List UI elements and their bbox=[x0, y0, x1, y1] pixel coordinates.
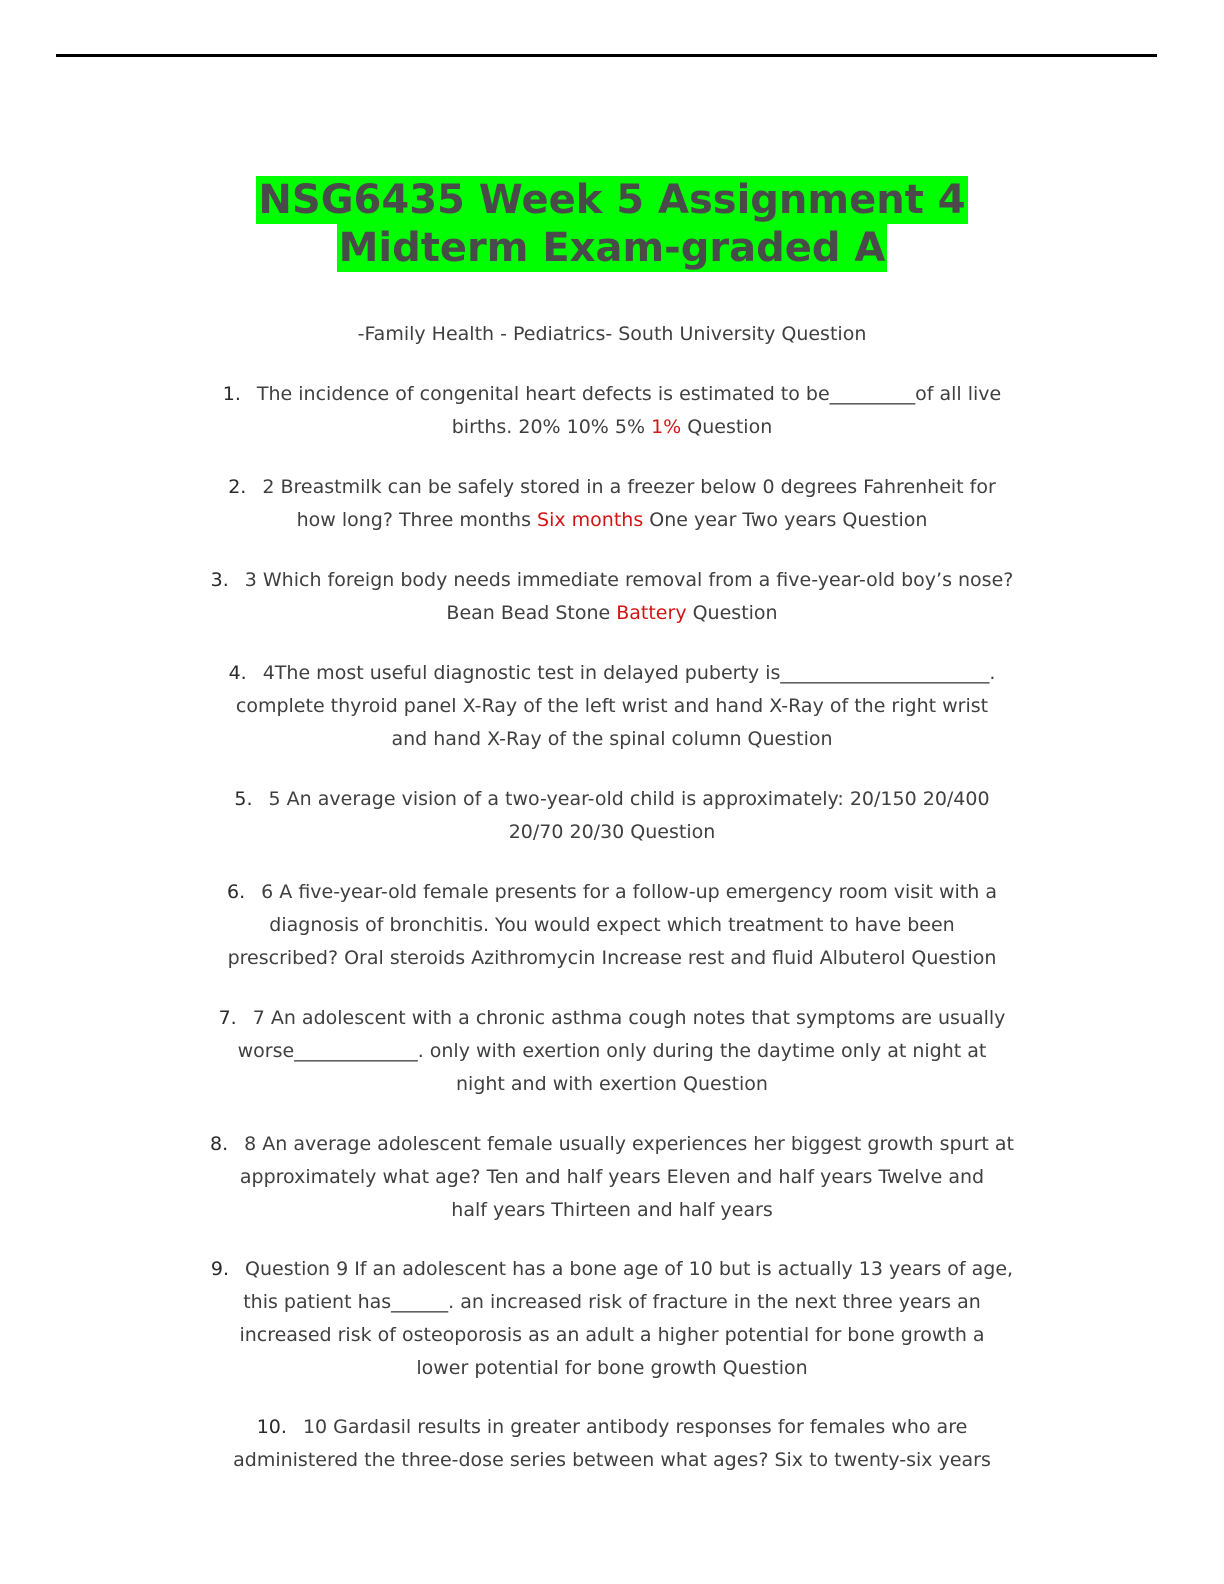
question-number: 10. bbox=[256, 1416, 287, 1438]
question-9 bbox=[0, 1253, 1224, 1385]
question-number: 8. bbox=[210, 1133, 229, 1155]
title-line-2: Midterm Exam-graded A bbox=[338, 225, 886, 271]
correct-answer: Six months bbox=[537, 509, 644, 531]
question-number: 2. bbox=[228, 476, 247, 498]
question-options: births. 20% 10% 5% bbox=[451, 416, 652, 438]
question-text: The incidence of congenital heart defects is estimated to be_________of all live bbox=[256, 383, 1002, 405]
question-options: Question bbox=[686, 602, 778, 624]
top-horizontal-rule bbox=[56, 54, 1157, 57]
question-options: One year Two years Question bbox=[643, 509, 928, 531]
question-options: lower potential for bone growth Question bbox=[416, 1357, 808, 1379]
question-options: how long? Three months bbox=[296, 509, 538, 531]
question-number: 7. bbox=[218, 1007, 237, 1029]
question-5 bbox=[0, 783, 1224, 849]
question-options: Bean Bead Stone bbox=[446, 602, 617, 624]
question-options: increased risk of osteoporosis as an adult a higher potential for bone growth a bbox=[239, 1324, 985, 1346]
question-number: 5. bbox=[234, 788, 253, 810]
question-text: 4The most useful diagnostic test in delayed puberty is______________________. bbox=[262, 662, 996, 684]
correct-answer: 1% bbox=[651, 416, 682, 438]
question-text: 7 An adolescent with a chronic asthma cough notes that symptoms are usually bbox=[252, 1007, 1006, 1029]
question-text: 2 Breastmilk can be safely stored in a freezer below 0 degrees Fahrenheit for bbox=[262, 476, 996, 498]
question-3 bbox=[0, 564, 1224, 630]
question-options: half years Thirteen and half years bbox=[451, 1199, 773, 1221]
question-number: 9. bbox=[210, 1258, 230, 1280]
question-text: diagnosis of bronchitis. You would expect which treatment to have been bbox=[269, 914, 955, 936]
question-text: 3 Which foreign body needs immediate removal from a five-year-old boy’s nose? bbox=[244, 569, 1014, 591]
question-2 bbox=[0, 471, 1224, 537]
question-options: approximately what age? Ten and half years Eleven and half years Twelve and bbox=[239, 1166, 985, 1188]
question-10 bbox=[0, 1411, 1224, 1477]
question-number: 3. bbox=[210, 569, 229, 591]
question-options: night and with exertion Question bbox=[456, 1073, 768, 1095]
document-subtitle: -Family Health - Pediatrics- South University Question bbox=[357, 323, 867, 345]
question-options: 20/70 20/30 Question bbox=[508, 821, 716, 843]
question-options: Question bbox=[681, 416, 773, 438]
question-options: prescribed? Oral steroids Azithromycin Increase rest and fluid Albuterol Question bbox=[227, 947, 997, 969]
question-number: 1. bbox=[222, 383, 241, 405]
question-text: 10 Gardasil results in greater antibody responses for females who are bbox=[302, 1416, 968, 1438]
question-options: administered the three-dose series between what ages? Six to twenty-six years bbox=[233, 1449, 991, 1471]
question-options: this patient has______. an increased risk of fracture in the next three years an bbox=[243, 1291, 981, 1313]
title-line-1: NSG6435 Week 5 Assignment 4 bbox=[258, 177, 966, 223]
question-4 bbox=[0, 657, 1224, 756]
question-text: Question 9 If an adolescent has a bone age of 10 but is actually 13 years of age, bbox=[245, 1258, 1014, 1280]
question-options: worse_____________. only with exertion only during the daytime only at night at bbox=[237, 1040, 987, 1062]
question-6 bbox=[0, 876, 1224, 975]
correct-answer: Battery bbox=[616, 602, 687, 624]
question-8 bbox=[0, 1128, 1224, 1227]
question-number: 6. bbox=[227, 881, 246, 903]
question-1 bbox=[0, 378, 1224, 444]
document-title bbox=[0, 176, 1224, 272]
question-options: complete thyroid panel X-Ray of the left wrist and hand X-Ray of the right wrist bbox=[235, 695, 989, 717]
question-number: 4. bbox=[228, 662, 247, 684]
question-text: 6 A five-year-old female presents for a follow-up emergency room visit with a bbox=[261, 881, 997, 903]
question-text: 5 An average vision of a two-year-old child is approximately: 20/150 20/400 bbox=[268, 788, 990, 810]
question-options: and hand X-Ray of the spinal column Question bbox=[391, 728, 833, 750]
question-7 bbox=[0, 1002, 1224, 1101]
question-text: 8 An average adolescent female usually experiences her biggest growth spurt at bbox=[244, 1133, 1014, 1155]
